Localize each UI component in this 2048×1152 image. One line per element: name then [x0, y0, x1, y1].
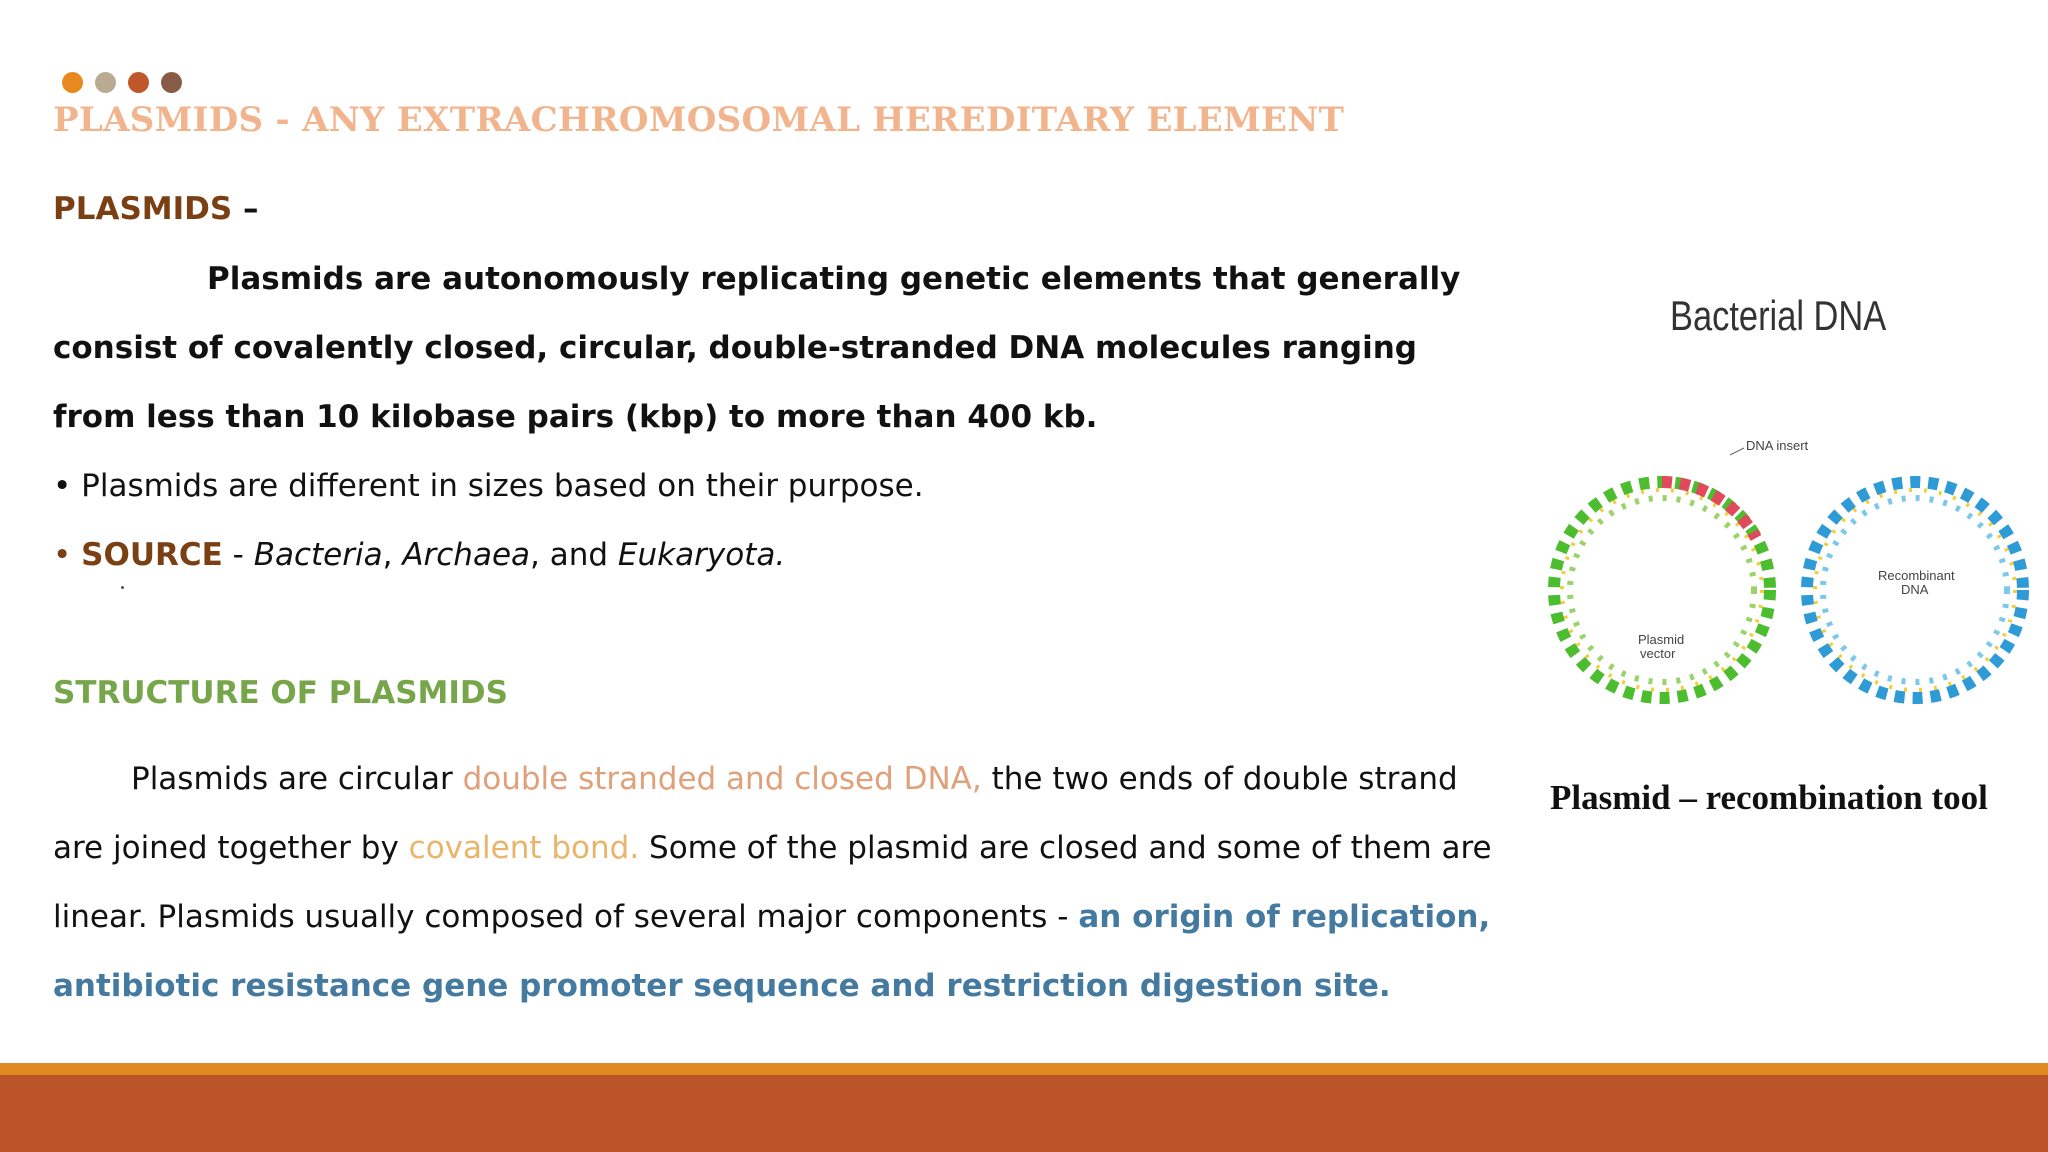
- source-archaea: Archaea: [402, 537, 531, 573]
- slide-title: PLASMIDS - ANY EXTRACHROMOSOMAL HEREDITARY ELEMENT: [53, 100, 1345, 140]
- dot-4: [161, 72, 182, 93]
- dot-3: [128, 72, 149, 93]
- label-plasmid-vector-2: vector: [1640, 646, 1676, 661]
- plasmid-definition: [53, 245, 1503, 452]
- label-recombinant-1: Recombinant: [1878, 568, 1955, 583]
- plasmid-definition-text: Plasmids are autonomously replicating genetic elements that generally consist of covalently closed, circular, double-stranded DNA molecules ranging from less than 10 kilobase pairs (kbp) to more than 400 kb.: [53, 261, 1461, 435]
- plasmid-vector-ring: [1554, 482, 1770, 698]
- plasmids-heading-dash: –: [232, 191, 259, 227]
- highlight-components: an origin of replication, antibiotic resistance gene promoter sequence and restriction digestion site.: [53, 899, 1491, 1004]
- label-dna-insert: DNA insert: [1746, 438, 1809, 453]
- dot-2: [95, 72, 116, 93]
- stray-dot: [121, 586, 124, 589]
- bullet-source-marker: •: [53, 537, 82, 573]
- structure-paragraph: [53, 745, 1503, 1021]
- structure-text-2: the two ends of double strand are joined together by: [53, 761, 1458, 866]
- dot-1: [62, 72, 83, 93]
- plasmid-figure: [1530, 280, 2048, 760]
- figure-caption: Plasmid – recombination tool: [1550, 778, 1988, 817]
- highlight-covalent-bond: covalent bond.: [408, 830, 640, 866]
- source-and: , and: [530, 537, 618, 573]
- bullet-source-sep: -: [222, 537, 254, 573]
- footer-band-thin: [0, 1063, 2048, 1075]
- structure-text-1: Plasmids are circular: [131, 761, 463, 797]
- footer-band: [0, 1075, 2048, 1152]
- label-recombinant-2: DNA: [1901, 582, 1929, 597]
- label-plasmid-vector-1: Plasmid: [1638, 632, 1685, 647]
- plasmids-heading-label: PLASMIDS: [53, 191, 233, 227]
- source-comma: ,: [382, 537, 403, 573]
- bullet-sizes: • Plasmids are different in sizes based on their purpose.: [53, 468, 924, 504]
- source-bacteria: Bacteria: [253, 537, 383, 573]
- decorative-dots: [62, 72, 182, 93]
- highlight-double-stranded: double stranded and closed DNA,: [462, 761, 982, 797]
- plasmids-heading: [53, 175, 1503, 244]
- structure-text-3: Some of the plasmid are closed and some of them are linear. Plasmids usually composed of several major components -: [53, 830, 1492, 935]
- bullet-source-label: SOURCE: [81, 537, 223, 573]
- bullet-source: [53, 521, 1503, 590]
- structure-heading: STRUCTURE OF PLASMIDS: [53, 675, 508, 711]
- source-eukaryota: Eukaryota.: [617, 537, 786, 573]
- figure-title: Bacterial DNA: [1670, 292, 1887, 339]
